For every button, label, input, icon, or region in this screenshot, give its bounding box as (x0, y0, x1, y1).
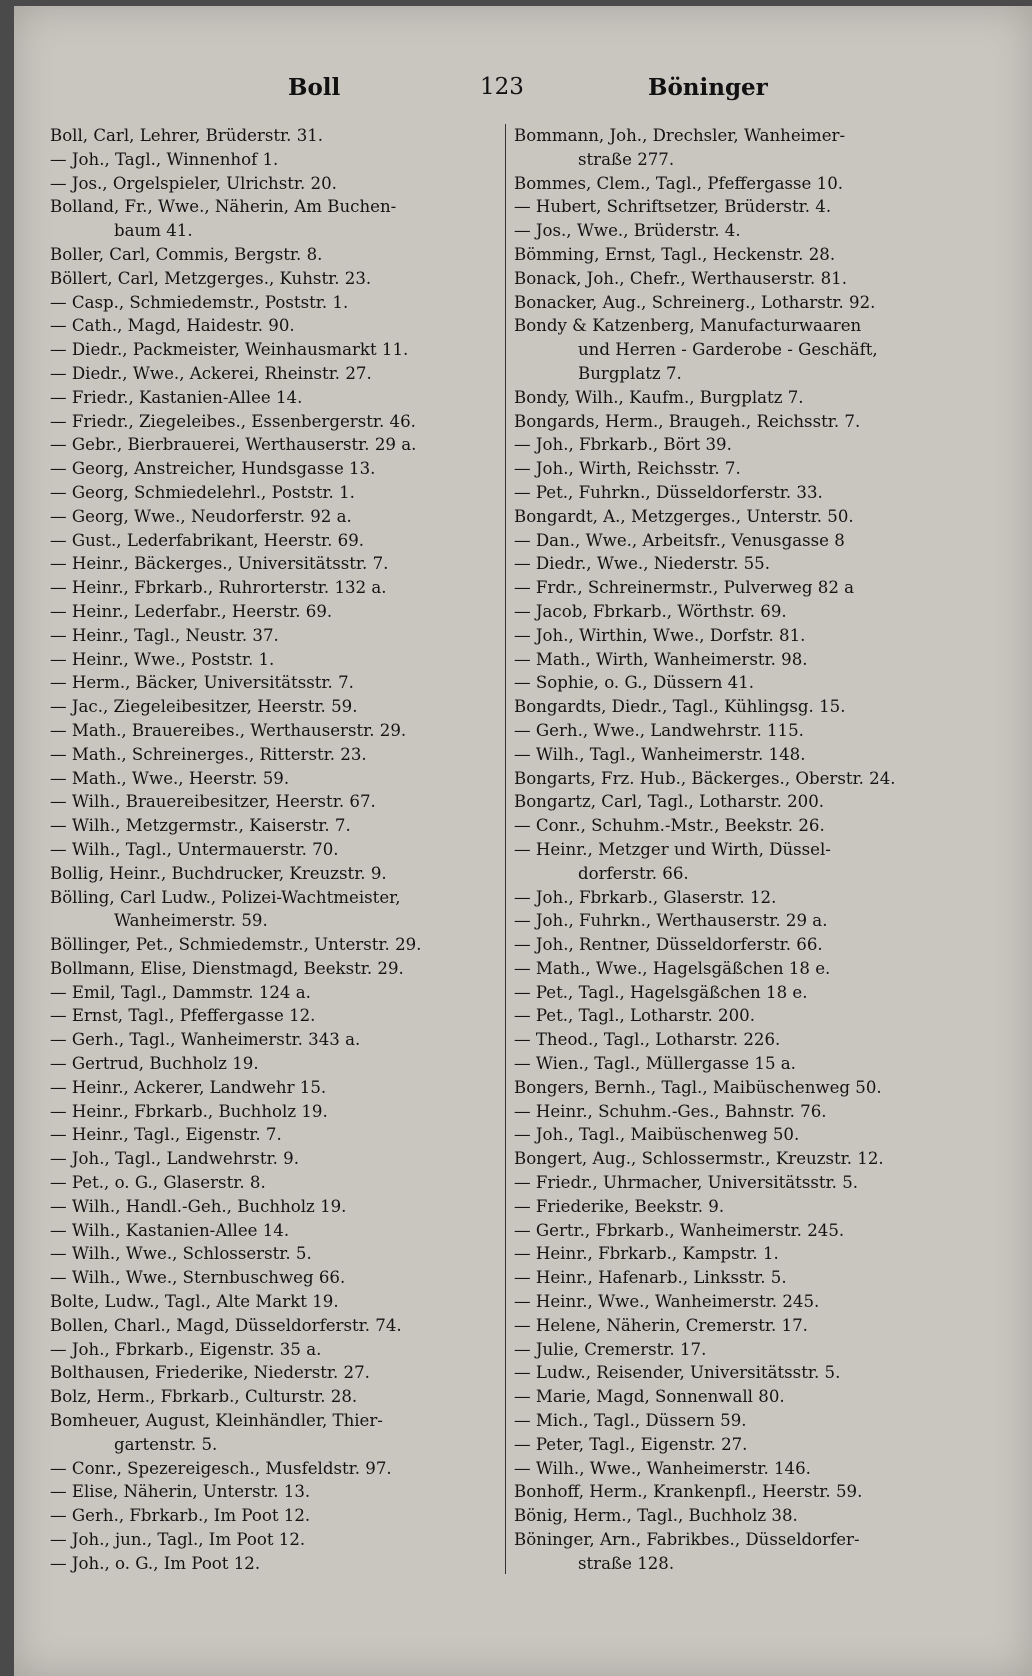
directory-entry: — Heinr., Hafenarb., Linksstr. 5. (514, 1268, 787, 1288)
directory-entry: — Math., Wirth, Wanheimerstr. 98. (514, 649, 808, 669)
directory-entry: Boll, Carl, Lehrer, Brüderstr. 31. (50, 126, 324, 145)
directory-entry: — Joh., Fbrkarb., Bört 39. (514, 435, 732, 455)
directory-entry: — Joh., o. G., Im Poot 12. (50, 1553, 261, 1573)
directory-entry: — Gerh., Tagl., Wanheimerstr. 343 a. (50, 1030, 361, 1050)
header-first-name: Boll (288, 74, 341, 101)
directory-entry: straße 128. (578, 1553, 675, 1573)
directory-entry: — Cath., Magd, Haidestr. 90. (50, 316, 295, 336)
directory-entry: Böninger, Arn., Fabrikbes., Düsseldorfer- (514, 1530, 860, 1550)
directory-entry: — Diedr., Wwe., Ackerei, Rheinstr. 27. (50, 363, 372, 383)
directory-entry: — Jac., Ziegeleibesitzer, Heerstr. 59. (50, 697, 358, 717)
directory-entry: Bollen, Charl., Magd, Düsseldorferstr. 74. (50, 1315, 402, 1335)
directory-entry: und Herren - Garderobe - Geschäft, (578, 340, 878, 360)
directory-entry: Burgplatz 7. (578, 363, 682, 383)
directory-entry: — Peter, Tagl., Eigenstr. 27. (514, 1434, 748, 1454)
directory-entry: — Heinr., Schuhm.-Ges., Bahnstr. 76. (514, 1101, 827, 1121)
directory-entry: — Joh., Fbrkarb., Glaserstr. 12. (514, 887, 777, 907)
directory-entry: — Georg, Wwe., Neudorferstr. 92 a. (50, 506, 352, 526)
directory-entry: — Joh., Tagl., Winnenhof 1. (50, 149, 279, 169)
directory-entry: — Joh., Wirth, Reichsstr. 7. (514, 459, 741, 479)
directory-entry: Boller, Carl, Commis, Bergstr. 8. (50, 244, 323, 264)
directory-entry: Bongards, Herm., Braugeh., Reichsstr. 7. (514, 411, 861, 431)
directory-entry: — Pet., Tagl., Hagelsgäßchen 18 e. (514, 982, 808, 1002)
directory-entry: Bömming, Ernst, Tagl., Heckenstr. 28. (514, 244, 836, 264)
directory-entry: Bongardt, A., Metzgerges., Unterstr. 50. (514, 506, 854, 526)
directory-entry: — Heinr., Ackerer, Landwehr 15. (50, 1077, 327, 1097)
directory-entry: — Heinr., Wwe., Wanheimerstr. 245. (514, 1292, 820, 1312)
directory-entry: — Julie, Cremerstr. 17. (514, 1339, 707, 1359)
directory-entry: — Diedr., Packmeister, Weinhausmarkt 11. (50, 340, 409, 360)
directory-entry: — Gertrud, Buchholz 19. (50, 1054, 259, 1074)
directory-entry: — Joh., Fbrkarb., Eigenstr. 35 a. (50, 1339, 322, 1359)
directory-entry: — Mich., Tagl., Düssern 59. (514, 1411, 747, 1431)
directory-entry: straße 277. (578, 149, 675, 169)
directory-entry: — Heinr., Fbrkarb., Ruhrorterstr. 132 a. (50, 578, 387, 598)
directory-entry: baum 41. (114, 221, 193, 241)
directory-entry: — Friedr., Ziegeleibes., Essenbergerstr. 46. (50, 411, 416, 431)
directory-entry: — Wilh., Wwe., Wanheimerstr. 146. (514, 1458, 811, 1478)
directory-entry: Bolte, Ludw., Tagl., Alte Markt 19. (50, 1292, 339, 1312)
directory-entry: — Math., Schreinerges., Ritterstr. 23. (50, 744, 367, 764)
directory-entry: — Elise, Näherin, Unterstr. 13. (50, 1482, 311, 1502)
directory-entry: dorferstr. 66. (578, 863, 689, 883)
directory-entry: — Heinr., Fbrkarb., Buchholz 19. (50, 1101, 328, 1121)
directory-entry: — Joh., Wirthin, Wwe., Dorfstr. 81. (514, 625, 806, 645)
directory-entry: gartenstr. 5. (114, 1434, 218, 1454)
directory-entry: Bondy, Wilh., Kaufm., Burgplatz 7. (514, 387, 804, 407)
directory-entry: — Heinr., Tagl., Eigenstr. 7. (50, 1125, 282, 1145)
directory-entry: Bölling, Carl Ludw., Polizei-Wachtmeister, (50, 887, 401, 907)
directory-entry: — Friedr., Uhrmacher, Universitätsstr. 5. (514, 1173, 859, 1193)
left-column (50, 124, 505, 1576)
directory-entry: — Gebr., Bierbrauerei, Werthauserstr. 29 a. (50, 435, 417, 455)
directory-entry: Bongardts, Diedr., Tagl., Kühlingsg. 15. (514, 697, 846, 717)
directory-entry: — Heinr., Metzger und Wirth, Düssel- (514, 839, 831, 859)
page-header (14, 74, 1032, 108)
directory-entry: Bongartz, Carl, Tagl., Lotharstr. 200. (514, 792, 825, 812)
directory-entry: — Frdr., Schreinermstr., Pulverweg 82 a (514, 578, 855, 598)
right-column (514, 124, 969, 1576)
directory-entry: — Dan., Wwe., Arbeitsfr., Venusgasse 8 (514, 530, 845, 550)
header-last-name: Böninger (648, 74, 768, 101)
directory-entry: — Joh., Rentner, Düsseldorferstr. 66. (514, 935, 823, 955)
directory-entry: — Wien., Tagl., Müllergasse 15 a. (514, 1054, 796, 1074)
directory-entry: — Math., Wwe., Heerstr. 59. (50, 768, 290, 788)
directory-entry: Bongarts, Frz. Hub., Bäckerges., Oberstr. 24. (514, 768, 896, 788)
directory-entry: — Heinr., Lederfabr., Heerstr. 69. (50, 601, 333, 621)
directory-entry: Bonacker, Aug., Schreinerg., Lotharstr. 92. (514, 292, 876, 312)
directory-entry: — Georg, Schmiedelehrl., Poststr. 1. (50, 482, 355, 502)
directory-entry: Bondy & Katzenberg, Manufacturwaaren (514, 316, 862, 336)
directory-entry: Bongert, Aug., Schlossermstr., Kreuzstr. 12. (514, 1149, 884, 1169)
directory-entry: — Heinr., Bäckerges., Universitätsstr. 7. (50, 554, 389, 574)
directory-entry: Bönig, Herm., Tagl., Buchholz 38. (514, 1506, 798, 1526)
directory-entry: Bomheuer, August, Kleinhändler, Thier- (50, 1411, 383, 1431)
directory-entry: — Joh., jun., Tagl., Im Poot 12. (50, 1530, 306, 1550)
directory-entry: Bolthausen, Friederike, Niederstr. 27. (50, 1363, 370, 1383)
directory-entry: — Pet., Fuhrkn., Düsseldorferstr. 33. (514, 482, 823, 502)
column-divider (505, 124, 506, 1574)
directory-entry: — Heinr., Tagl., Neustr. 37. (50, 625, 279, 645)
directory-entry: Böllinger, Pet., Schmiedemstr., Unterstr. 29. (50, 935, 422, 955)
page-number: 123 (480, 74, 524, 100)
directory-entry: Bongers, Bernh., Tagl., Maibüschenweg 50. (514, 1077, 882, 1097)
directory-entry: — Gerh., Wwe., Landwehrstr. 115. (514, 720, 804, 740)
directory-entry: — Casp., Schmiedemstr., Poststr. 1. (50, 292, 349, 312)
directory-entry: — Jos., Wwe., Brüderstr. 4. (514, 221, 741, 241)
directory-entry: — Hubert, Schriftsetzer, Brüderstr. 4. (514, 197, 832, 217)
directory-entry: — Conr., Spezereigesch., Musfeldstr. 97. (50, 1458, 392, 1478)
directory-entry: Wanheimerstr. 59. (114, 911, 268, 931)
directory-entry: — Diedr., Wwe., Niederstr. 55. (514, 554, 771, 574)
directory-entry: — Friedr., Kastanien-Allee 14. (50, 387, 303, 407)
directory-entry: Bollmann, Elise, Dienstmagd, Beekstr. 29. (50, 958, 404, 978)
directory-entry: — Gust., Lederfabrikant, Heerstr. 69. (50, 530, 365, 550)
directory-entry: — Ludw., Reisender, Universitätsstr. 5. (514, 1363, 841, 1383)
directory-page (14, 6, 1032, 1676)
directory-entry: — Jacob, Fbrkarb., Wörthstr. 69. (514, 601, 787, 621)
directory-entry: — Jos., Orgelspieler, Ulrichstr. 20. (50, 173, 337, 193)
directory-entry: — Heinr., Wwe., Poststr. 1. (50, 649, 275, 669)
directory-entry: — Wilh., Brauereibesitzer, Heerstr. 67. (50, 792, 376, 812)
directory-entry: — Theod., Tagl., Lotharstr. 226. (514, 1030, 781, 1050)
directory-entry: Bonack, Joh., Chefr., Werthauserstr. 81. (514, 268, 847, 288)
directory-entry: — Heinr., Fbrkarb., Kampstr. 1. (514, 1244, 779, 1264)
directory-entry: — Joh., Fuhrkn., Werthauserstr. 29 a. (514, 911, 828, 931)
directory-entry: Bommann, Joh., Drechsler, Wanheimer- (514, 126, 846, 145)
directory-entry: Bommes, Clem., Tagl., Pfeffergasse 10. (514, 173, 844, 193)
directory-entry: — Wilh., Tagl., Wanheimerstr. 148. (514, 744, 806, 764)
directory-entry: — Herm., Bäcker, Universitätsstr. 7. (50, 673, 354, 693)
directory-entry: — Math., Brauereibes., Werthauserstr. 29. (50, 720, 407, 740)
directory-entry: — Wilh., Metzgermstr., Kaiserstr. 7. (50, 816, 351, 836)
directory-entry: — Math., Wwe., Hagelsgäßchen 18 e. (514, 958, 831, 978)
directory-entry: — Wilh., Tagl., Untermauerstr. 70. (50, 839, 339, 859)
directory-entry: Bonhoff, Herm., Krankenpfl., Heerstr. 59. (514, 1482, 863, 1502)
directory-entry: Bolland, Fr., Wwe., Näherin, Am Buchen- (50, 197, 397, 217)
directory-entry: — Pet., Tagl., Lotharstr. 200. (514, 1006, 756, 1026)
directory-entry: — Joh., Tagl., Maibüschenweg 50. (514, 1125, 800, 1145)
directory-entry: Bolz, Herm., Fbrkarb., Culturstr. 28. (50, 1387, 358, 1407)
directory-entry: — Friederike, Beekstr. 9. (514, 1196, 725, 1216)
directory-entry: — Wilh., Wwe., Schlosserstr. 5. (50, 1244, 312, 1264)
directory-entry: Bollig, Heinr., Buchdrucker, Kreuzstr. 9. (50, 863, 387, 883)
directory-entry: — Pet., o. G., Glaserstr. 8. (50, 1173, 266, 1193)
directory-entry: — Gerh., Fbrkarb., Im Poot 12. (50, 1506, 311, 1526)
directory-entry: — Ernst, Tagl., Pfeffergasse 12. (50, 1006, 316, 1026)
directory-entry: — Wilh., Handl.-Geh., Buchholz 19. (50, 1196, 347, 1216)
directory-entry: — Georg, Anstreicher, Hundsgasse 13. (50, 459, 376, 479)
directory-entry: — Joh., Tagl., Landwehrstr. 9. (50, 1149, 299, 1169)
directory-entry: — Helene, Näherin, Cremerstr. 17. (514, 1315, 808, 1335)
directory-entry: — Gertr., Fbrkarb., Wanheimerstr. 245. (514, 1220, 845, 1240)
directory-entry: — Conr., Schuhm.-Mstr., Beekstr. 26. (514, 816, 825, 836)
directory-entry: — Wilh., Wwe., Sternbuschweg 66. (50, 1268, 346, 1288)
directory-entry: — Emil, Tagl., Dammstr. 124 a. (50, 982, 311, 1002)
directory-entry: — Marie, Magd, Sonnenwall 80. (514, 1387, 785, 1407)
directory-entry: — Wilh., Kastanien-Allee 14. (50, 1220, 290, 1240)
directory-entry: — Sophie, o. G., Düssern 41. (514, 673, 755, 693)
directory-entry: Böllert, Carl, Metzgerges., Kuhstr. 23. (50, 268, 372, 288)
